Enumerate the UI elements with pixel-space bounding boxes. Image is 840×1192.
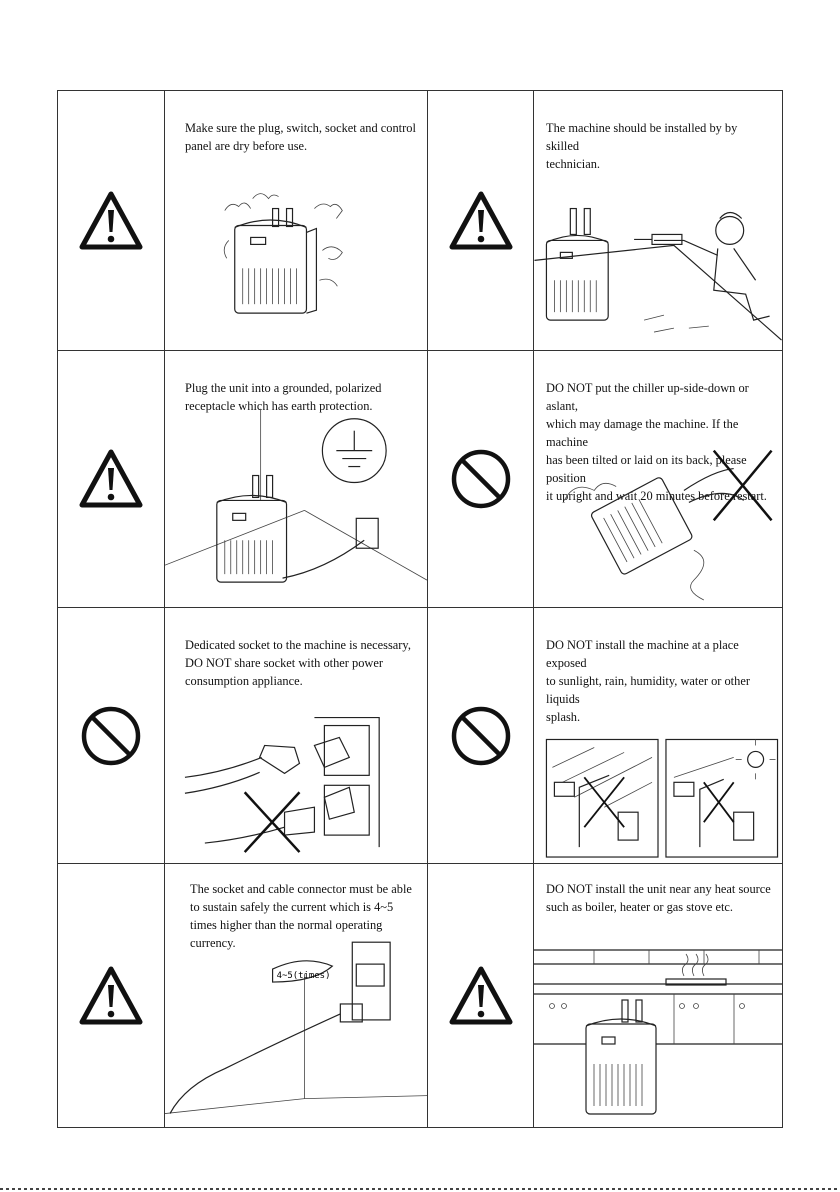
instruction-no-upside-down xyxy=(534,351,782,608)
instruction-grounded-receptacle xyxy=(165,351,428,608)
technician-install-illustration xyxy=(534,91,782,350)
warning-icon-cell xyxy=(428,91,534,351)
warning-icon-cell xyxy=(58,351,165,608)
instruction-text: DO NOT install the machine at a place exposed to sunlight, rain, humidity, water or other liquids splash. xyxy=(546,638,750,724)
instruction-text: DO NOT put the chiller up-side-down or aslant, which may damage the machine. If the machine has been tilted or laid on its back, please position it upright and wait 20 minutes before xyxy=(546,381,749,503)
prohibited-icon-cell xyxy=(428,608,534,864)
instruction-socket-current xyxy=(165,864,428,1127)
tilted-chiller-illustration xyxy=(534,351,782,607)
callout-label: 4~5(times) xyxy=(276,971,331,982)
shared-socket-illustration xyxy=(165,608,427,863)
grounded-plug-illustration xyxy=(165,351,427,607)
warning-triangle-icon xyxy=(78,965,144,1027)
warning-triangle-icon xyxy=(78,190,144,252)
instruction-no-heat-source xyxy=(534,864,782,1127)
prohibited-icon-cell xyxy=(428,351,534,608)
prohibited-icon xyxy=(449,704,513,768)
instruction-dedicated-socket xyxy=(165,608,428,864)
instruction-text: The socket and cable connector must be able to sustain safely the current which is 4~5 times higher than the normal operating currency. xyxy=(190,882,412,950)
instruction-text: Dedicated socket to the machine is necessary, DO NOT share socket with other power consumption appliance. xyxy=(185,638,411,688)
instruction-text: The machine should be installed by by skilled technician. xyxy=(546,121,738,171)
instruction-text: DO NOT install the unit near any heat source such as boiler, heater or gas stove etc. xyxy=(546,882,771,914)
warning-triangle-icon xyxy=(448,965,514,1027)
warning-triangle-icon xyxy=(448,190,514,252)
warning-icon-cell xyxy=(428,864,534,1127)
socket-current-illustration xyxy=(165,864,427,1127)
rain-sun-exposure-illustration xyxy=(534,608,782,863)
warning-icon-cell xyxy=(58,864,165,1127)
prohibited-icon-cell xyxy=(58,608,165,864)
instruction-no-exposure xyxy=(534,608,782,864)
chiller-dry-illustration xyxy=(165,91,427,350)
instruction-dry-before-use xyxy=(165,91,428,351)
warning-triangle-icon xyxy=(78,448,144,510)
page-edge-dashed-line xyxy=(0,1188,840,1190)
prohibited-icon xyxy=(79,704,143,768)
instruction-text: Make sure the plug, switch, socket and control panel are dry before use. xyxy=(185,121,416,153)
instruction-text: Plug the unit into a grounded, polarized receptacle which has earth protection. xyxy=(185,381,382,413)
warning-icon-cell xyxy=(58,91,165,351)
heat-source-illustration xyxy=(534,864,782,1127)
safety-instructions-grid xyxy=(57,90,783,1128)
instruction-skilled-technician xyxy=(534,91,782,351)
prohibited-icon xyxy=(449,447,513,511)
